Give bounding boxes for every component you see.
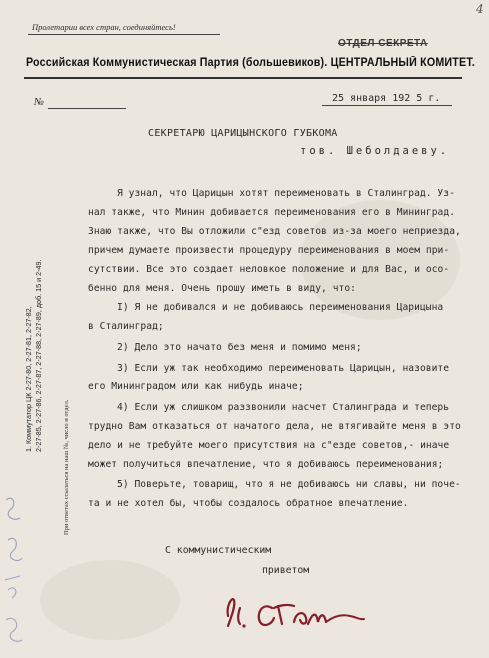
letter-line: причем думаете произвести процедуру переименования в моем при-: [88, 245, 450, 256]
page-number: 4: [476, 2, 484, 16]
sidebar-phone-numbers: [24, 259, 43, 452]
date-underline: [322, 105, 452, 106]
sidebar-line-1: 1. Коммутатор ЦК 2-27-80, 2-27-81, 2-27-82,: [24, 306, 33, 452]
sidebar-reference-note: При ответах ссылаться на наш №, число и отдел.: [63, 399, 70, 535]
closing-line-2: приветом: [262, 565, 310, 576]
document-number-label: №: [34, 97, 44, 108]
letter-line: та и не хотел бы, чтобы создалось обратное впечатление.: [88, 498, 409, 509]
letter-line: I) Я не добивался и не добиваюсь переименования Царицына: [117, 302, 444, 313]
letter-line: может получиться впечатление, что я добиваюсь переименования;: [88, 459, 444, 470]
letterhead-rule: [24, 77, 462, 79]
letter-line: трудно Вам отказаться от начатого дела, не втягивайте меня в это: [88, 421, 461, 432]
letter-line: в Сталинград;: [88, 321, 164, 332]
margin-handwriting: [0, 480, 30, 658]
addressee-name: тов. Шеболдаеву.: [300, 145, 450, 157]
letter-line: сутствии. Все это создает неловкое положение и для Вас, и осо-: [88, 264, 450, 275]
sidebar-line-2: 2-27-85, 2-27-86, 2-27-87, 2-27-88, 2-27-89, доб. 15 и 2-49.: [33, 259, 43, 452]
letterhead: Российская Коммунистическая Партия (большевиков). ЦЕНТРАЛЬНЫЙ КОМИТЕТ.: [26, 57, 476, 69]
letter-line: его Мининградом или как нибудь иначе;: [88, 381, 304, 392]
letter-line: 4) Если уж слишком раззвонили насчет Сталинграда и теперь: [117, 402, 450, 413]
paper-stain: [40, 560, 180, 640]
handwritten-signature: [210, 586, 370, 636]
document-number-line: [48, 108, 126, 109]
letter-line: нал также, что Минин добивается переименования его в Мининград.: [88, 207, 456, 218]
struck-department-stamp: ОТДЕЛ СЕКРЕТА: [338, 38, 428, 49]
addressee-title: СЕКРЕТАРЮ ЦАРИЦЫНСКОГО ГУБКОМА: [148, 128, 338, 139]
letter-line: 3) Если уж так необходимо переименовать Царицын, назовите: [117, 363, 450, 374]
letter-line: Я узнал, что Царицын хотят переименовать в Сталинград. Уз-: [117, 188, 455, 199]
letter-line: 5) Поверьте, товарищ, что я не добиваюсь ни славы, ни поче-: [117, 479, 461, 490]
letter-line: бенно для меня. Очень прошу иметь в виду, что:: [88, 283, 356, 294]
slogan: Пролетарии всех стран, соединяйтесь!: [32, 22, 176, 32]
letter-line: дело и не требуйте моего присутствия на с"езде советов,- иначе: [88, 440, 450, 451]
closing-line-1: С коммунистическим: [165, 545, 272, 556]
slogan-underline: [28, 34, 220, 35]
letter-line: Знаю также, что Вы отложили с"езд советов из-за моего неприезда,: [88, 226, 461, 237]
letter-date: 25 января 192 5 г.: [332, 93, 441, 104]
letter-line: 2) Дело это начато без меня и помимо меня;: [117, 342, 362, 353]
